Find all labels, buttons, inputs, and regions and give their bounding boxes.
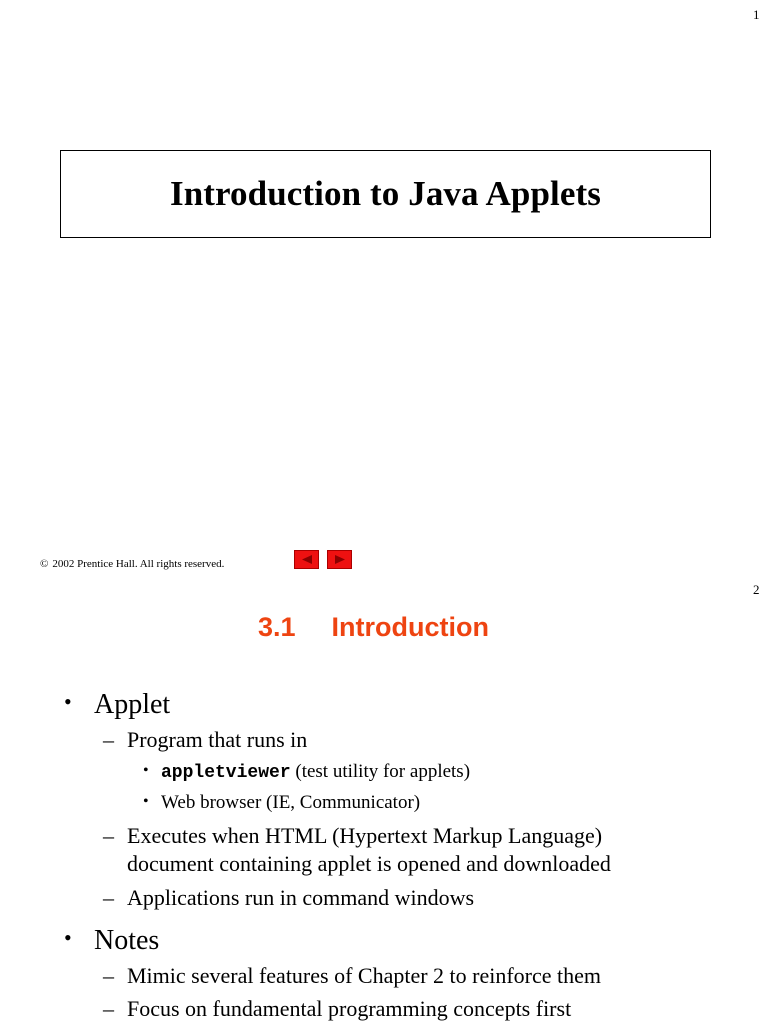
slide-number-1: 1 bbox=[753, 7, 760, 22]
section-title: Introduction bbox=[331, 612, 490, 642]
executes-line-2: document containing applet is opened and downloaded bbox=[127, 851, 611, 876]
bullet-applet: • Applet bbox=[64, 689, 171, 720]
appletviewer-description: (test utility for applets) bbox=[290, 761, 471, 782]
sub-sub-bullet-appletviewer: • appletviewer (test utility for applets) bbox=[143, 761, 471, 783]
bullet-label: Applet bbox=[94, 689, 171, 720]
section-number: 3.1 bbox=[258, 612, 296, 642]
sub-sub-bullet-web-browser: • Web browser (IE, Communicator) bbox=[143, 792, 421, 813]
slide-number-2: 2 bbox=[753, 582, 760, 597]
sub-bullet-focus: – Focus on fundamental programming concepts first bbox=[103, 996, 572, 1021]
sub-bullet-applications: – Applications run in command windows bbox=[103, 885, 475, 910]
sub-bullet-mimic: – Mimic several features of Chapter 2 to reinforce them bbox=[103, 963, 602, 988]
executes-line-1: Executes when HTML (Hypertext Markup Language) bbox=[127, 823, 603, 848]
copyright-text: 2002 Prentice Hall. All rights reserved. bbox=[52, 558, 225, 570]
slide-title: Introduction to Java Applets bbox=[170, 174, 601, 213]
sub-bullet-program: – Program that runs in bbox=[103, 727, 308, 752]
applications-text: Applications run in command windows bbox=[127, 885, 475, 910]
web-browser-text: Web browser (IE, Communicator) bbox=[161, 792, 421, 813]
sub-bullet-text: Program that runs in bbox=[127, 727, 308, 752]
appletviewer-code: appletviewer bbox=[161, 763, 291, 783]
mimic-text: Mimic several features of Chapter 2 to reinforce them bbox=[127, 963, 602, 988]
sub-bullet-executes: – Executes when HTML (Hypertext Markup Language) document containing applet is opened and downloaded bbox=[103, 823, 611, 876]
bullet-label: Notes bbox=[94, 925, 160, 956]
copyright-symbol: © bbox=[40, 558, 49, 570]
bullet-notes: • Notes bbox=[64, 925, 160, 956]
focus-text: Focus on fundamental programming concepts first bbox=[127, 996, 572, 1021]
